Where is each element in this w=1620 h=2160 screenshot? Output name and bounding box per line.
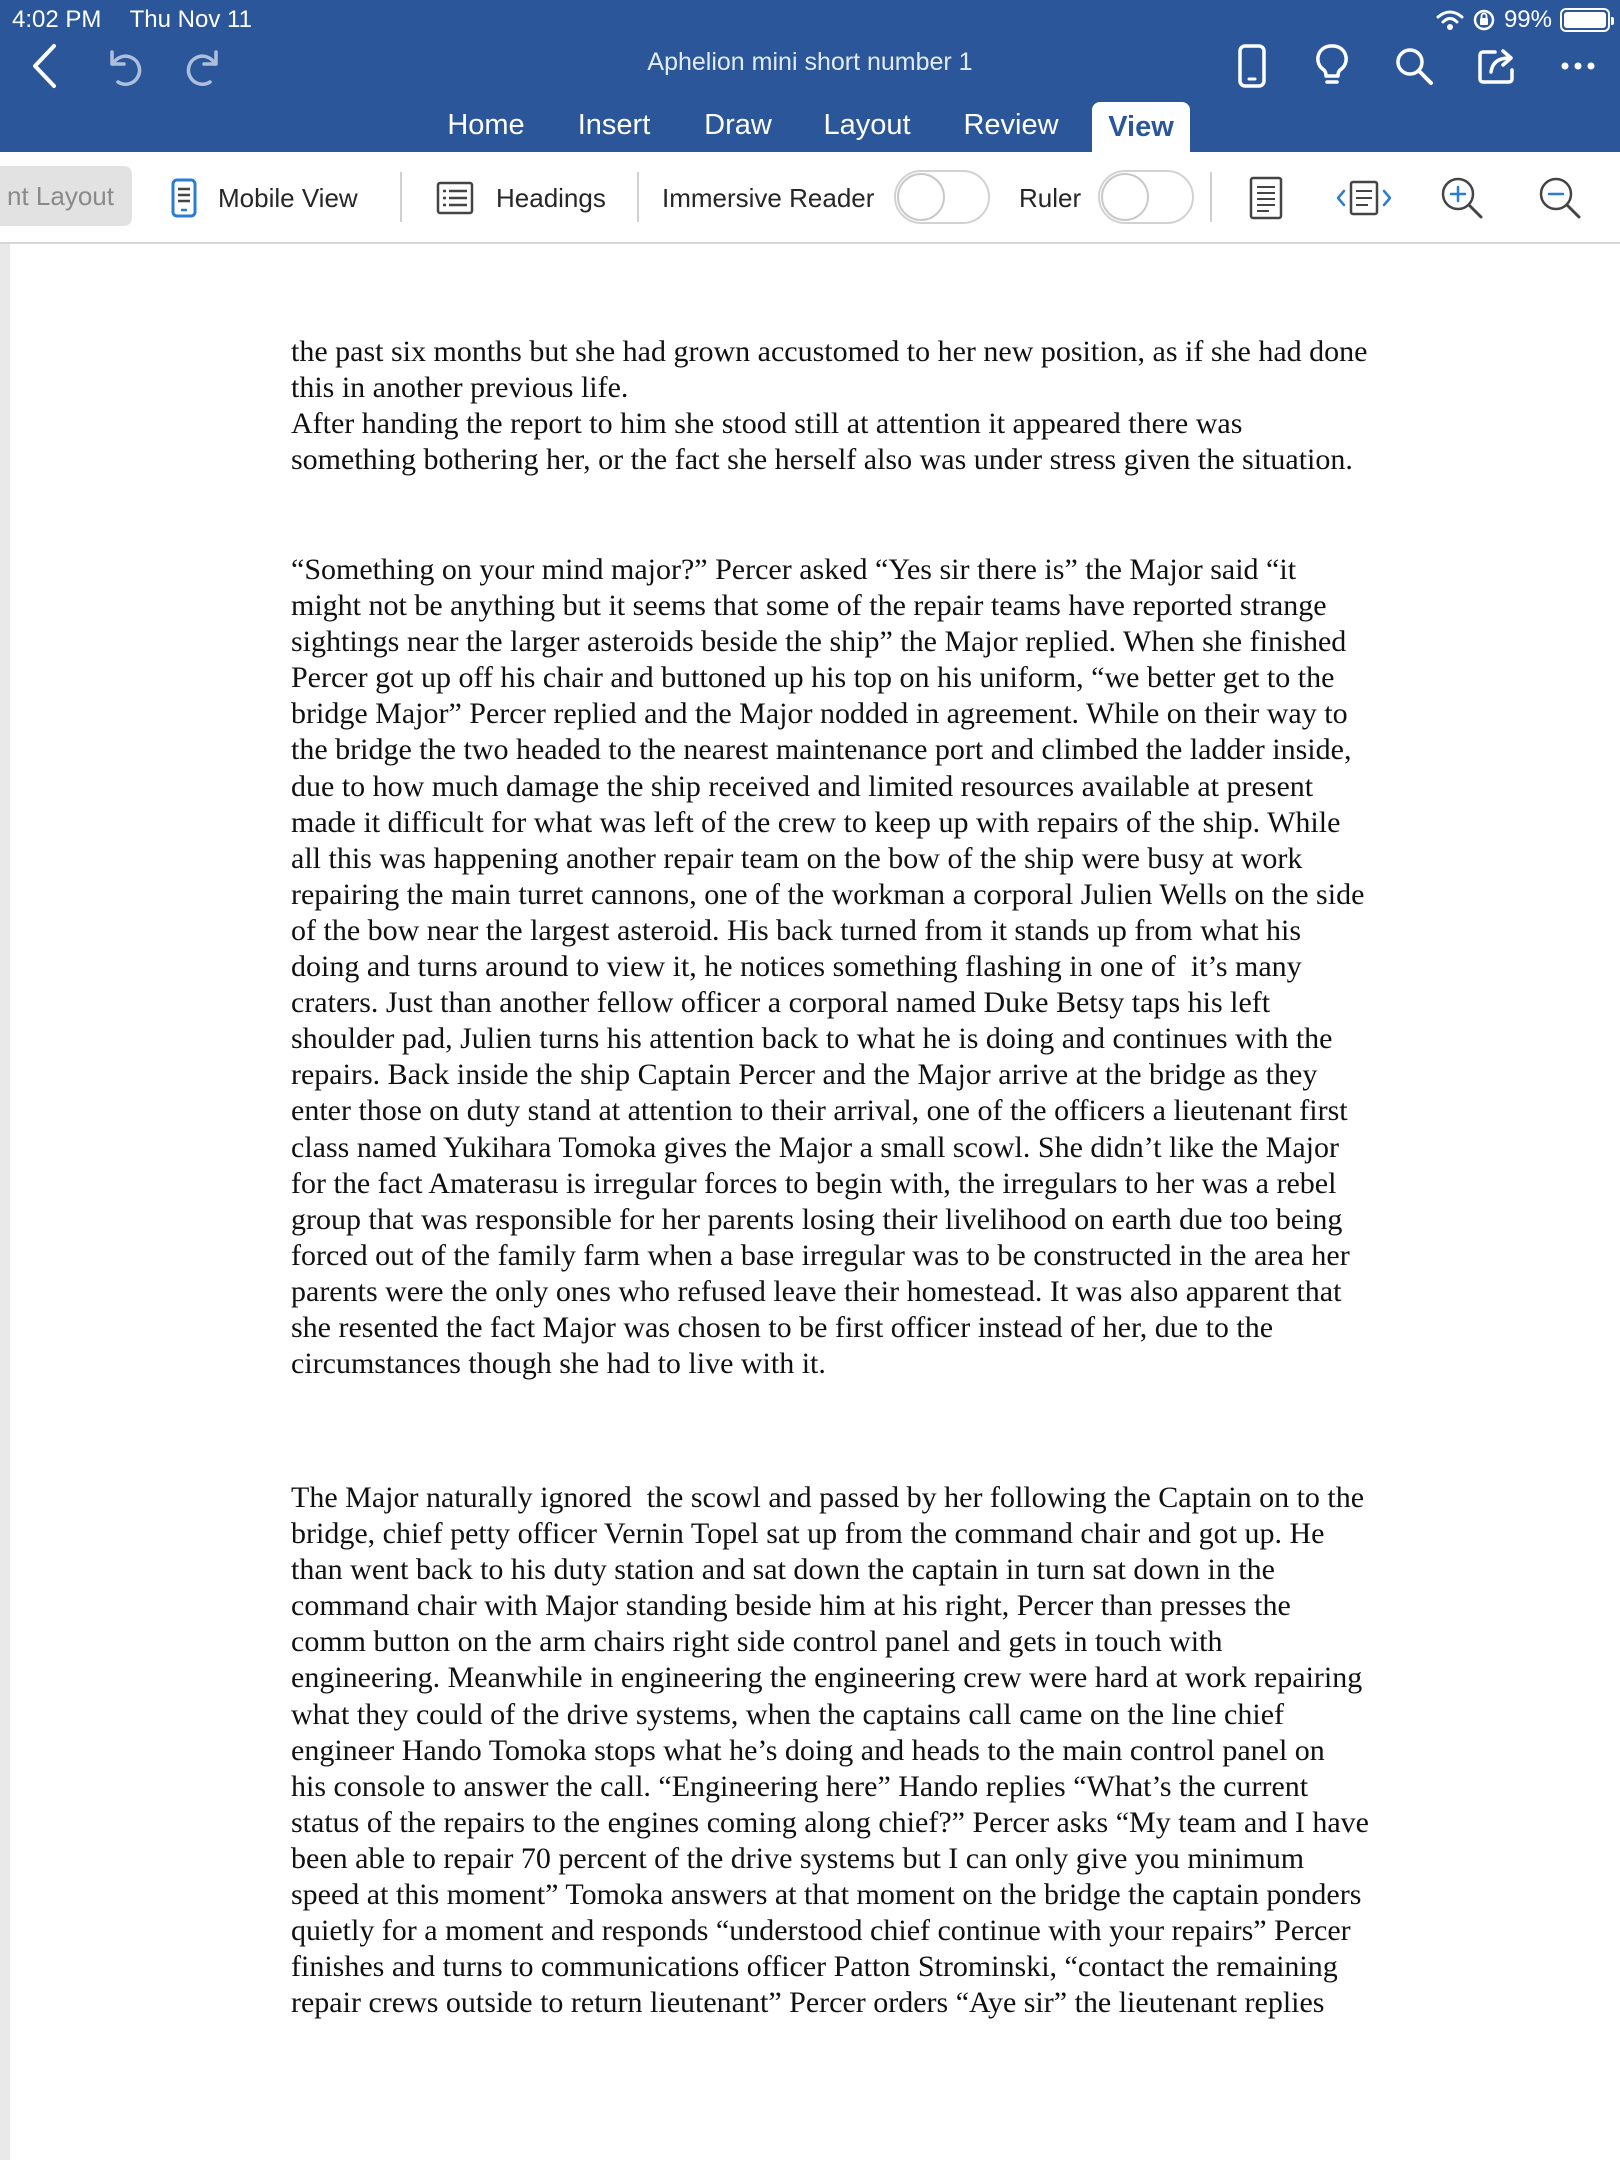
ribbon-tabs <box>0 100 1620 152</box>
document-line: repairing the main turret cannons, one of the workman a corporal Julien Wells on the side <box>291 877 1365 911</box>
battery-level <box>1564 12 1606 28</box>
document-line: than went back to his duty station and sat down the captain in turn sat down in the <box>291 1553 1275 1587</box>
document-line: After handing the report to him she stood still at attention it appeared there was <box>291 407 1243 441</box>
toggle-knob <box>1101 173 1149 221</box>
document-line: forced out of the family farm when a base irregular was to be constructed in the area her <box>291 1238 1350 1272</box>
view-ribbon <box>0 152 1620 244</box>
document-line: repairs. Back inside the ship Captain Percer and the Major arrive at the bridge as they <box>291 1058 1318 1092</box>
share-icon <box>1477 46 1519 86</box>
document-paragraph-2[interactable] <box>291 552 1451 1382</box>
document-line: what they could of the drive systems, when the captains call came on the line chief <box>291 1697 1285 1731</box>
document-paragraph-3[interactable] <box>291 1480 1451 2021</box>
immersive-reader-label: Immersive Reader <box>662 182 875 213</box>
document-line: all this was happening another repair team on the bow of the ship were busy at work <box>291 841 1303 875</box>
ruler-toggle[interactable] <box>1098 170 1194 224</box>
mobile-view-label: Mobile View <box>218 182 358 213</box>
tab-view[interactable]: View <box>1092 102 1190 152</box>
document-line: engineering. Meanwhile in engineering the engineering crew were hard at work repairing <box>291 1661 1363 1695</box>
wifi-icon <box>1436 9 1464 31</box>
headings-icon <box>436 181 474 215</box>
document-line: quietly for a moment and responds “understood chief continue with your repairs” Percer <box>291 1914 1351 1948</box>
headings-label: Headings <box>496 182 606 213</box>
document-line: finishes and turns to communications officer Patton Strominski, “contact the remaining <box>291 1950 1338 1984</box>
document-line: the past six months but she had grown accustomed to her new position, as if she had done <box>291 335 1368 368</box>
document-line: bridge, chief petty officer Vernin Topel sat up from the command chair and got up. He <box>291 1517 1325 1551</box>
document-line: parents were the only ones who refused leave their homestead. It was also apparent that <box>291 1274 1342 1308</box>
document-line: enter those on duty stand at attention to their arrival, one of the officers a lieutenant first <box>291 1094 1348 1128</box>
undo-button[interactable] <box>98 40 150 92</box>
tab-review[interactable]: Review <box>963 109 1059 141</box>
document-line: group that was responsible for her parents losing their livelihood on earth due too being <box>291 1202 1343 1236</box>
headings-button[interactable] <box>436 166 606 230</box>
search-button[interactable] <box>1388 38 1440 94</box>
ruler-label: Ruler <box>1019 182 1082 213</box>
document-line: something bothering her, or the fact she herself also was under stress given the situation. <box>291 443 1353 477</box>
document-title: Aphelion mini short number 1 <box>647 48 973 76</box>
document-line: bridge Major” Percer replied and the Major nodded in agreement. While on their way to <box>291 697 1348 731</box>
print-layout-button[interactable] <box>0 166 132 226</box>
back-button[interactable] <box>20 40 68 92</box>
document-line: the bridge the two headed to the nearest maintenance port and climbed the ladder inside, <box>291 733 1352 767</box>
status-bar-left <box>12 6 274 34</box>
document-line: class named Yukihara Tomoka gives the Major a small scowl. She didn’t like the Major <box>291 1130 1339 1164</box>
back-icon <box>30 43 58 89</box>
document-line: due to how much damage the ship received and limited resources available at present <box>291 769 1314 803</box>
tab-draw[interactable]: Draw <box>704 109 772 141</box>
document-line: status of the repairs to the engines coming along chief?” Percer asks “My team and I have <box>291 1805 1369 1839</box>
orientation-lock-icon <box>1472 8 1496 32</box>
undo-icon <box>102 44 146 88</box>
document-page[interactable] <box>10 244 1620 2160</box>
document-line: command chair with Major standing beside him at his right, Percer than presses the <box>291 1589 1291 1623</box>
ruler-label-area[interactable] <box>1019 166 1081 230</box>
status-time: 4:02 PM <box>12 6 102 33</box>
page-width-button[interactable] <box>1334 172 1394 224</box>
status-bar-right <box>1428 5 1610 35</box>
lightbulb-icon <box>1315 43 1349 89</box>
print-layout-label: nt Layout <box>7 181 114 211</box>
document-line: “Something on your mind major?” Percer asked “Yes sir there is” the Major said “it <box>291 553 1297 586</box>
document-line: she resented the fact Major was chosen to be first officer instead of her, due to the <box>291 1310 1274 1344</box>
battery-percent: 99% <box>1503 6 1552 33</box>
ribbon-divider <box>400 172 402 222</box>
title-bar <box>0 0 1620 152</box>
zoom-in-button[interactable] <box>1434 172 1490 224</box>
ribbon-divider <box>637 172 639 222</box>
redo-button[interactable] <box>178 40 230 92</box>
status-date: Thu Nov 11 <box>129 6 252 33</box>
share-button[interactable] <box>1470 38 1526 94</box>
battery-icon <box>1560 8 1610 32</box>
document-line: The Major naturally ignored the scowl and passed by her following the Captain on to the <box>291 1481 1365 1514</box>
document-line: made it difficult for what was left of the crew to keep up with repairs of the ship. While <box>291 805 1341 839</box>
document-line: his console to answer the call. “Engineering here” Hando replies “What’s the current <box>291 1769 1309 1803</box>
tab-layout[interactable]: Layout <box>823 109 911 141</box>
more-icon <box>1560 61 1596 71</box>
ribbon-divider <box>1210 172 1212 222</box>
mobile-view-toggle-button[interactable] <box>1226 38 1278 94</box>
document-line: might not be anything but it seems that some of the repair teams have reported strange <box>291 589 1327 623</box>
immersive-reader-label-area[interactable] <box>662 166 874 230</box>
document-line: craters. Just than another fellow officer a corporal named Duke Betsy taps his left <box>291 986 1271 1020</box>
document-canvas[interactable] <box>0 244 1620 2160</box>
document-line: been able to repair 70 percent of the drive systems but I can only give you minimum <box>291 1841 1305 1875</box>
zoom-in-icon <box>1440 176 1484 220</box>
zoom-out-button[interactable] <box>1532 172 1588 224</box>
document-line: doing and turns around to view it, he notices something flashing in one of it’s many <box>291 950 1302 984</box>
toggle-knob <box>897 173 945 221</box>
document-line: sightings near the larger asteroids beside the ship” the Major replied. When she finished <box>291 625 1347 659</box>
tab-home[interactable]: Home <box>447 109 525 141</box>
document-line: of the bow near the largest asteroid. His back turned from it stands up from what his <box>291 913 1302 947</box>
search-icon <box>1394 46 1434 86</box>
redo-icon <box>182 44 226 88</box>
one-page-button[interactable] <box>1238 172 1294 224</box>
phone-view-icon <box>1237 43 1267 89</box>
immersive-reader-toggle[interactable] <box>894 170 990 224</box>
tab-insert[interactable]: Insert <box>577 109 651 141</box>
mobile-view-button[interactable] <box>170 166 358 230</box>
document-line: for the fact Amaterasu is irregular forces to begin with, the irregulars to her was a rebel <box>291 1166 1337 1200</box>
tell-me-button[interactable] <box>1306 38 1358 94</box>
one-page-icon <box>1249 176 1283 220</box>
document-line: this in another previous life. <box>291 371 629 405</box>
document-line: circumstances though she had to live with it. <box>291 1347 826 1381</box>
document-line: shoulder pad, Julien turns his attention back to what he is doing and continues with the <box>291 1022 1333 1056</box>
mobile-view-icon <box>170 177 198 219</box>
page-width-icon <box>1336 179 1392 217</box>
more-options-button[interactable] <box>1556 44 1600 88</box>
document-paragraph-1[interactable] <box>291 334 1451 478</box>
document-line: repair crews outside to return lieutenant” Percer orders “Aye sir” the lieutenant replies <box>291 1986 1325 2020</box>
zoom-out-icon <box>1538 176 1582 220</box>
document-line: engineer Hando Tomoka stops what he’s doing and heads to the main control panel on <box>291 1733 1325 1767</box>
document-line: speed at this moment” Tomoka answers at that moment on the bridge the captain ponders <box>291 1878 1362 1912</box>
document-line: comm button on the arm chairs right side control panel and gets in touch with <box>291 1625 1223 1659</box>
document-line: Percer got up off his chair and buttoned up his top on his uniform, “we better get to the <box>291 661 1335 695</box>
